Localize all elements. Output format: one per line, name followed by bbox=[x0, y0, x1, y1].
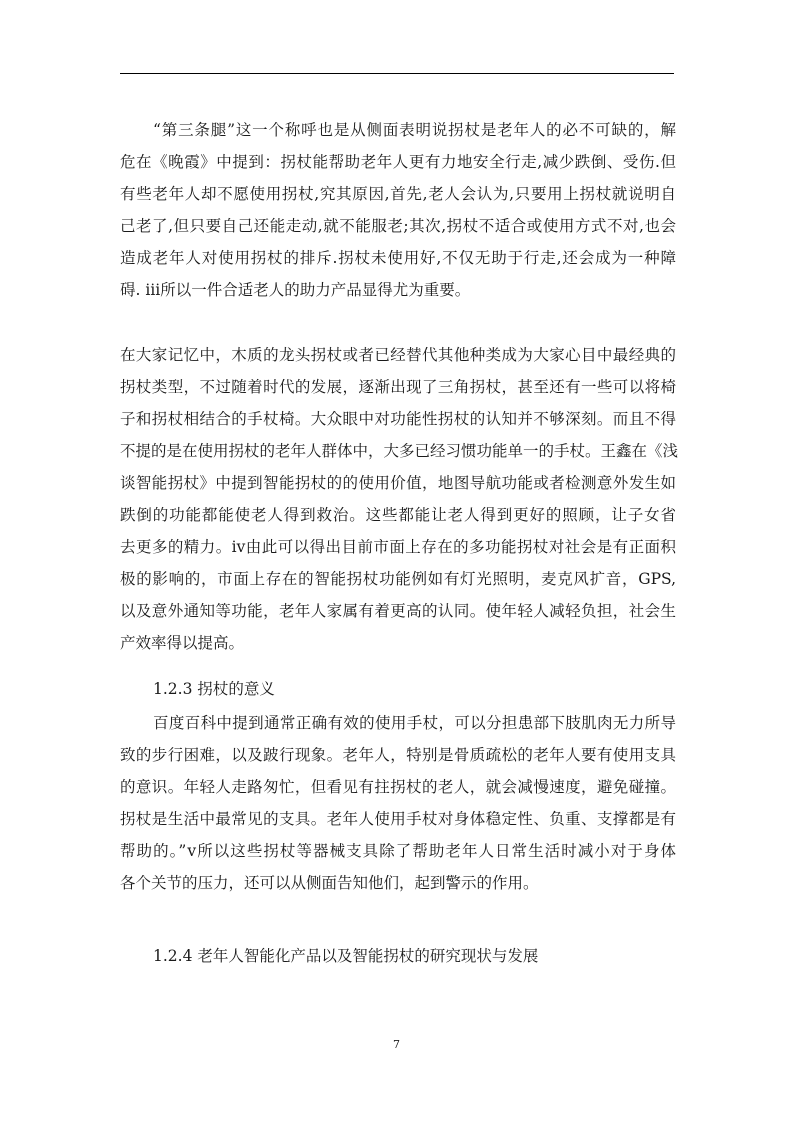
paragraph1-line: 碍. ⅲ所以一件合适老人的助力产品显得尤为重要。 bbox=[120, 281, 471, 299]
paragraph1-line: 造成老年人对使用拐杖的排斥.拐杖未使用好,不仅无助于行走,还会成为一种障 bbox=[120, 249, 676, 267]
paragraph2-line: 去更多的精力。ⅳ由此可以得出目前市面上存在的多功能拐杖对社会是有正面积 bbox=[120, 538, 676, 556]
paragraph2-line: 产效率得以提高。 bbox=[120, 634, 245, 652]
paragraph3-line: 拐杖是生活中最常见的支具。老年人使用手杖对身体稳定性、负重、支撑都是有 bbox=[120, 810, 676, 828]
paragraph2-line: 谈智能拐杖》中提到智能拐杖的的使用价值，地图导航功能或者检测意外发生如 bbox=[120, 474, 676, 492]
paragraph2-line: 跌倒的功能都能使老人得到救治。这些都能让老人得到更好的照顾，让子女省 bbox=[120, 506, 676, 524]
paragraph1-line: 己老了,但只要自己还能走动,就不能服老;其次,拐杖不适合或使用方式不对,也会 bbox=[120, 217, 676, 235]
paragraph3-line: 的意识。年轻人走路匆忙，但看见有拄拐杖的老人，就会减慢速度，避免碰撞。 bbox=[120, 778, 676, 796]
header-rule bbox=[120, 73, 674, 74]
paragraph1-line: “第三条腿”这一个称呼也是从侧面表明说拐杖是老年人的必不可缺的，解 bbox=[153, 121, 676, 139]
paragraph2-line: 在大家记忆中，木质的龙头拐杖或者已经替代其他种类成为大家心目中最经典的 bbox=[120, 346, 676, 364]
section-heading-1-2-3: 1.2.3 拐杖的意义 bbox=[153, 680, 275, 698]
paragraph3-line: 致的步行困难，以及跛行现象。老年人，特别是骨质疏松的老年人要有使用支具 bbox=[120, 746, 676, 764]
paragraph3-line: 各个关节的压力，还可以从侧面告知他们，起到警示的作用。 bbox=[120, 874, 539, 892]
paragraph3-line: 帮助的。”ⅴ所以这些拐杖等器械支具除了帮助老年人日常生活时减小对于身体 bbox=[120, 842, 676, 860]
page-number: 7 bbox=[393, 1038, 400, 1051]
paragraph1-line: 有些老年人却不愿使用拐杖,究其原因,首先,老人会认为,只要用上拐杖就说明自 bbox=[120, 185, 676, 203]
section-heading-1-2-4: 1.2.4 老年人智能化产品以及智能拐杖的研究现状与发展 bbox=[153, 947, 539, 965]
paragraph1-line: 危在《晚霞》中提到：拐杖能帮助老年人更有力地安全行走,减少跌倒、受伤.但 bbox=[120, 153, 676, 171]
paragraph2-line: 不提的是在使用拐杖的老年人群体中，大多已经习惯功能单一的手杖。王鑫在《浅 bbox=[120, 442, 679, 460]
paragraph2-line: 极的影响的，市面上存在的智能拐杖功能例如有灯光照明，麦克风扩音，GPS, bbox=[120, 570, 676, 588]
paragraph2-line: 以及意外通知等功能，老年人家属有着更高的认同。使年轻人减轻负担，社会生 bbox=[120, 602, 676, 620]
paragraph2-line: 子和拐杖相结合的手杖椅。大众眼中对功能性拐杖的认知并不够深刻。而且不得 bbox=[120, 410, 676, 428]
paragraph2-line: 拐杖类型，不过随着时代的发展，逐渐出现了三角拐杖，甚至还有一些可以将椅 bbox=[120, 378, 676, 396]
paragraph3-line: 百度百科中提到通常正确有效的使用手杖，可以分担患部下肢肌肉无力所导 bbox=[153, 714, 676, 732]
